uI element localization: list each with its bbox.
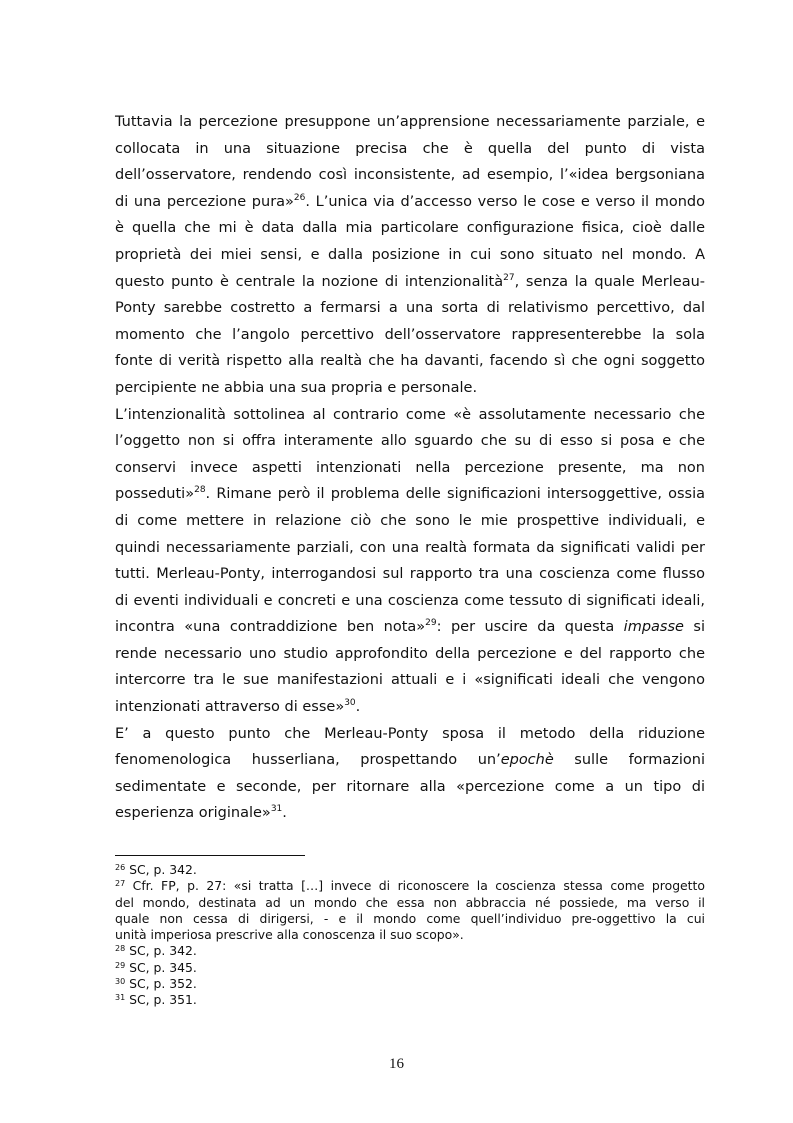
text-line: fenomenologica husserliana, prospettando un’epochè sulle formazioni bbox=[115, 752, 705, 769]
footnote: $^{30}$ SC, p. 352. bbox=[115, 976, 197, 992]
footnote-number: 26 bbox=[115, 863, 126, 872]
footnote-number: 28 bbox=[115, 944, 126, 954]
footnote-number: 29 bbox=[115, 960, 126, 970]
text-line: quindi necessariamente parziali, con una realtà formata da significati validi per bbox=[115, 539, 705, 556]
body-text bbox=[115, 109, 705, 827]
text-line: momento che l’angolo percettivo dell’osservatore rappresenterebbe la sola bbox=[115, 326, 705, 343]
text-line: intenzionati attraverso di esse»$^{30}$. bbox=[115, 698, 361, 716]
text-line: incontra «una contraddizione ben nota»$^{29}$: per uscire da questa impasse si bbox=[115, 618, 705, 636]
footnote: $^{28}$ SC, p. 342. bbox=[115, 943, 197, 959]
text-line: proprietà dei miei sensi, e dalla posizione in cui sono situato nel mondo. A bbox=[115, 246, 705, 263]
footnote-ref: 30 bbox=[344, 698, 356, 709]
text-line: fonte di verità rispetto alla realtà che ha davanti, facendo sì che ogni soggetto bbox=[115, 353, 705, 370]
text-line: di come mettere in relazione ciò che sono le mie prospettive individuali, e bbox=[115, 512, 705, 529]
footnote: $^{26}$ SC, p. 342. bbox=[115, 862, 197, 877]
text-line: l’oggetto non si offra interamente allo sguardo che su di esso si posa e che bbox=[115, 433, 705, 450]
footnote: $^{29}$ SC, p. 345. bbox=[115, 959, 197, 975]
footnote-ref: 27 bbox=[503, 272, 515, 283]
text-line: L’intenzionalità sottolinea al contrario come «è assolutamente necessario che bbox=[115, 406, 705, 423]
text-line: percipiente ne abbia una sua propria e personale. bbox=[115, 379, 478, 396]
footnote-number: 30 bbox=[115, 977, 126, 987]
text-line: posseduti»$^{28}$. Rimane però il problema delle significazioni intersoggettive, ossia bbox=[115, 485, 705, 503]
text-line: di eventi individuali e concreti e una coscienza come tessuto di significati ideali, bbox=[115, 592, 705, 609]
text-line: collocata in una situazione precisa che è quella del punto di vista bbox=[115, 140, 705, 157]
text-line: esperienza originale»$^{31}$. bbox=[115, 804, 287, 822]
text-line: questo punto è centrale la nozione di intenzionalità$^{27}$, senza la quale Merleau- bbox=[115, 272, 705, 290]
text-line: sedimentate e seconde, per ritornare alla «percezione come a un tipo di bbox=[115, 778, 705, 795]
text-line: E’ a questo punto che Merleau-Ponty sposa il metodo della riduzione bbox=[115, 725, 705, 742]
text-line: dell’osservatore, rendendo così inconsistente, ad esempio, l’«idea bergsoniana bbox=[115, 167, 705, 184]
text-line: tutti. Merleau-Ponty, interrogandosi sul rapporto tra una coscienza come flusso bbox=[115, 566, 705, 583]
footnotes bbox=[115, 862, 705, 1009]
footnote: $^{31}$ SC, p. 351. bbox=[115, 992, 197, 1008]
footnote-ref: 29 bbox=[425, 618, 437, 629]
footnote-number: 31 bbox=[115, 993, 126, 1003]
text-line: conservi invece aspetti intenzionati nella percezione presente, ma non bbox=[115, 459, 705, 476]
text-line: Ponty sarebbe costretto a fermarsi a una sorta di relativismo percettivo, dal bbox=[115, 300, 705, 317]
footnote-ref: 26 bbox=[293, 192, 306, 203]
footnote-ref: 31 bbox=[270, 804, 283, 815]
footnote-number: 27 bbox=[115, 879, 126, 889]
text-line: di una percezione pura»$^{26}$. L’unica via d’accesso verso le cose e verso il mondo bbox=[115, 192, 705, 210]
footnote: $^{27}$ Cfr. FP, p. 27: «si tratta […] invece di riconoscere la coscienza stessa come progetto del mondo, destinata ad un mondo che essa non abbraccia né possiede, ma verso il quale non cessa di dirigersi, - e il mondo come quell’individuo pre-oggettivo la cui unità imperiosa prescrive alla conoscenza il suo scopo». bbox=[115, 878, 705, 943]
text-line: Tuttavia la percezione presuppone un’apprensione necessariamente parziale, e bbox=[115, 114, 705, 130]
text-line: intercorre tra le sue manifestazioni attuali e i «significati ideali che vengono bbox=[115, 672, 705, 689]
footnote-separator bbox=[115, 855, 305, 856]
text-line: è quella che mi è data dalla mia particolare configurazione fisica, cioè dalle bbox=[115, 220, 705, 237]
footnote-ref: 28 bbox=[194, 485, 206, 496]
text-line: rende necessario uno studio approfondito della percezione e del rapporto che bbox=[115, 645, 705, 662]
page-number: 16 bbox=[389, 1056, 404, 1072]
